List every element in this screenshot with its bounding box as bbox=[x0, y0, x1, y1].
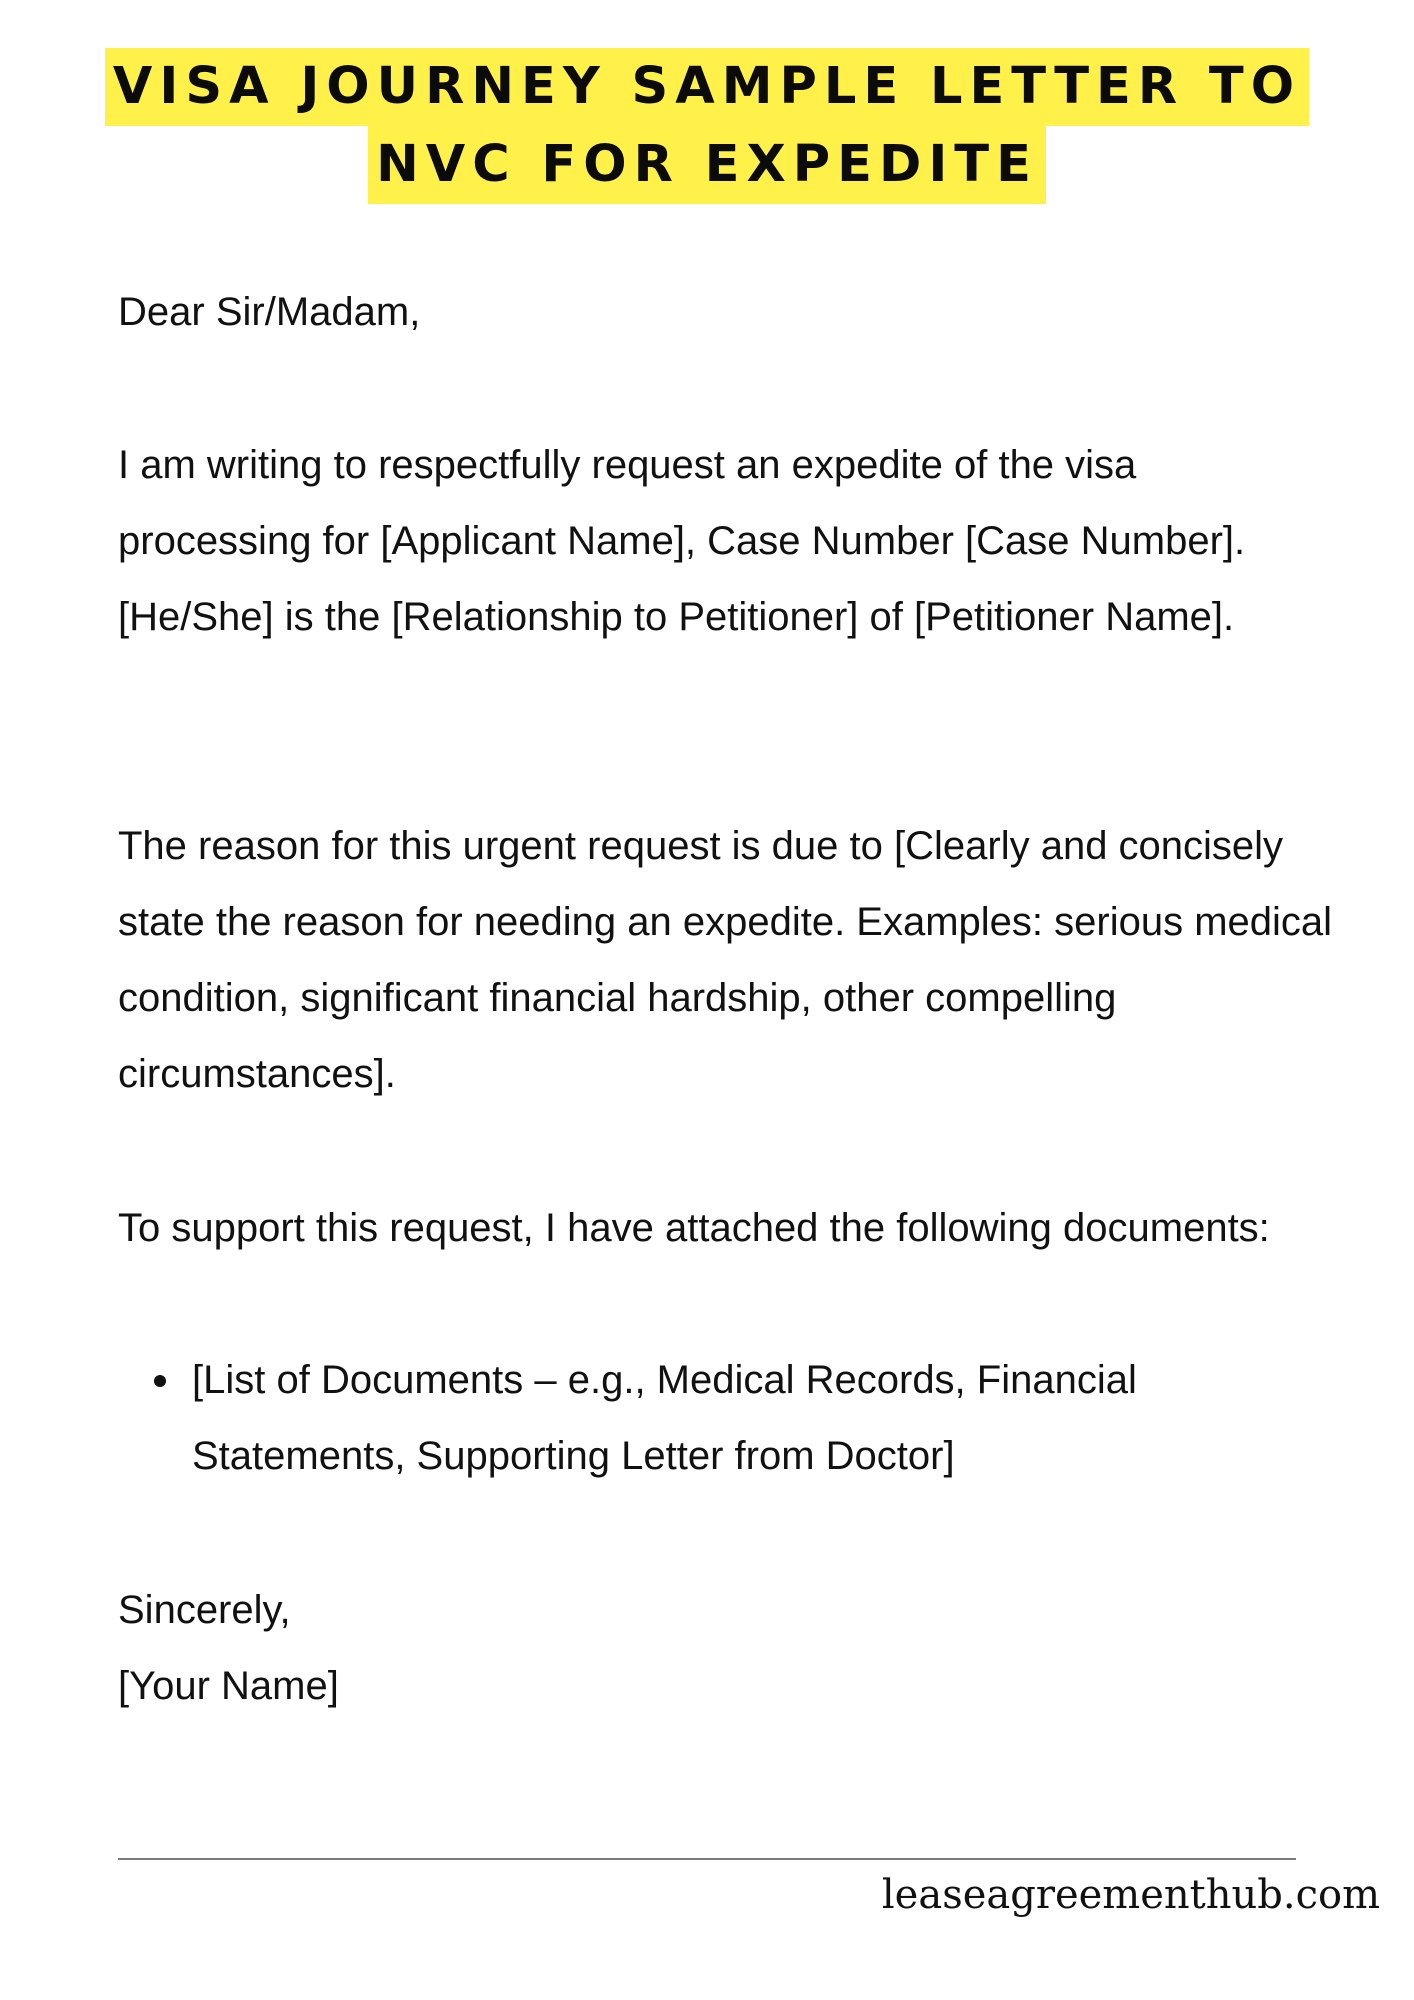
closing-block bbox=[118, 1572, 1338, 1724]
signature: [Your Name] bbox=[118, 1664, 339, 1708]
closing: Sincerely, bbox=[118, 1588, 291, 1632]
paragraph-attachments: To support this request, I have attached the following documents: bbox=[118, 1206, 1270, 1250]
paragraph-reason: The reason for this urgent request is due to [Clearly and concisely state the reason for needing an expedite. Examples: serious medical condition, significant financial hardship, other compelling circumstances]. bbox=[118, 824, 1333, 1096]
documents-list bbox=[118, 1342, 1338, 1494]
letter-title bbox=[0, 48, 1414, 204]
salutation: Dear Sir/Madam, bbox=[118, 290, 421, 334]
paragraph-request: I am writing to respectfully request an expedite of the visa processing for [Applicant Name], Case Number [Case Number]. [He/She] is the [Relationship to Petitioner] of [Petitioner Name]. bbox=[118, 443, 1246, 639]
document-item-text: [List of Documents – e.g., Medical Records, Financial Statements, Supporting Letter from Doctor] bbox=[192, 1358, 1137, 1478]
title-line-1: VISA JOURNEY SAMPLE LETTER TO bbox=[105, 48, 1309, 126]
footer-divider bbox=[118, 1858, 1296, 1860]
title-line-2: NVC FOR EXPEDITE bbox=[368, 126, 1046, 204]
footer-brand: leaseagreementhub.com bbox=[881, 1872, 1380, 1918]
bullet-icon bbox=[154, 1375, 166, 1387]
list-item bbox=[118, 1342, 1338, 1494]
